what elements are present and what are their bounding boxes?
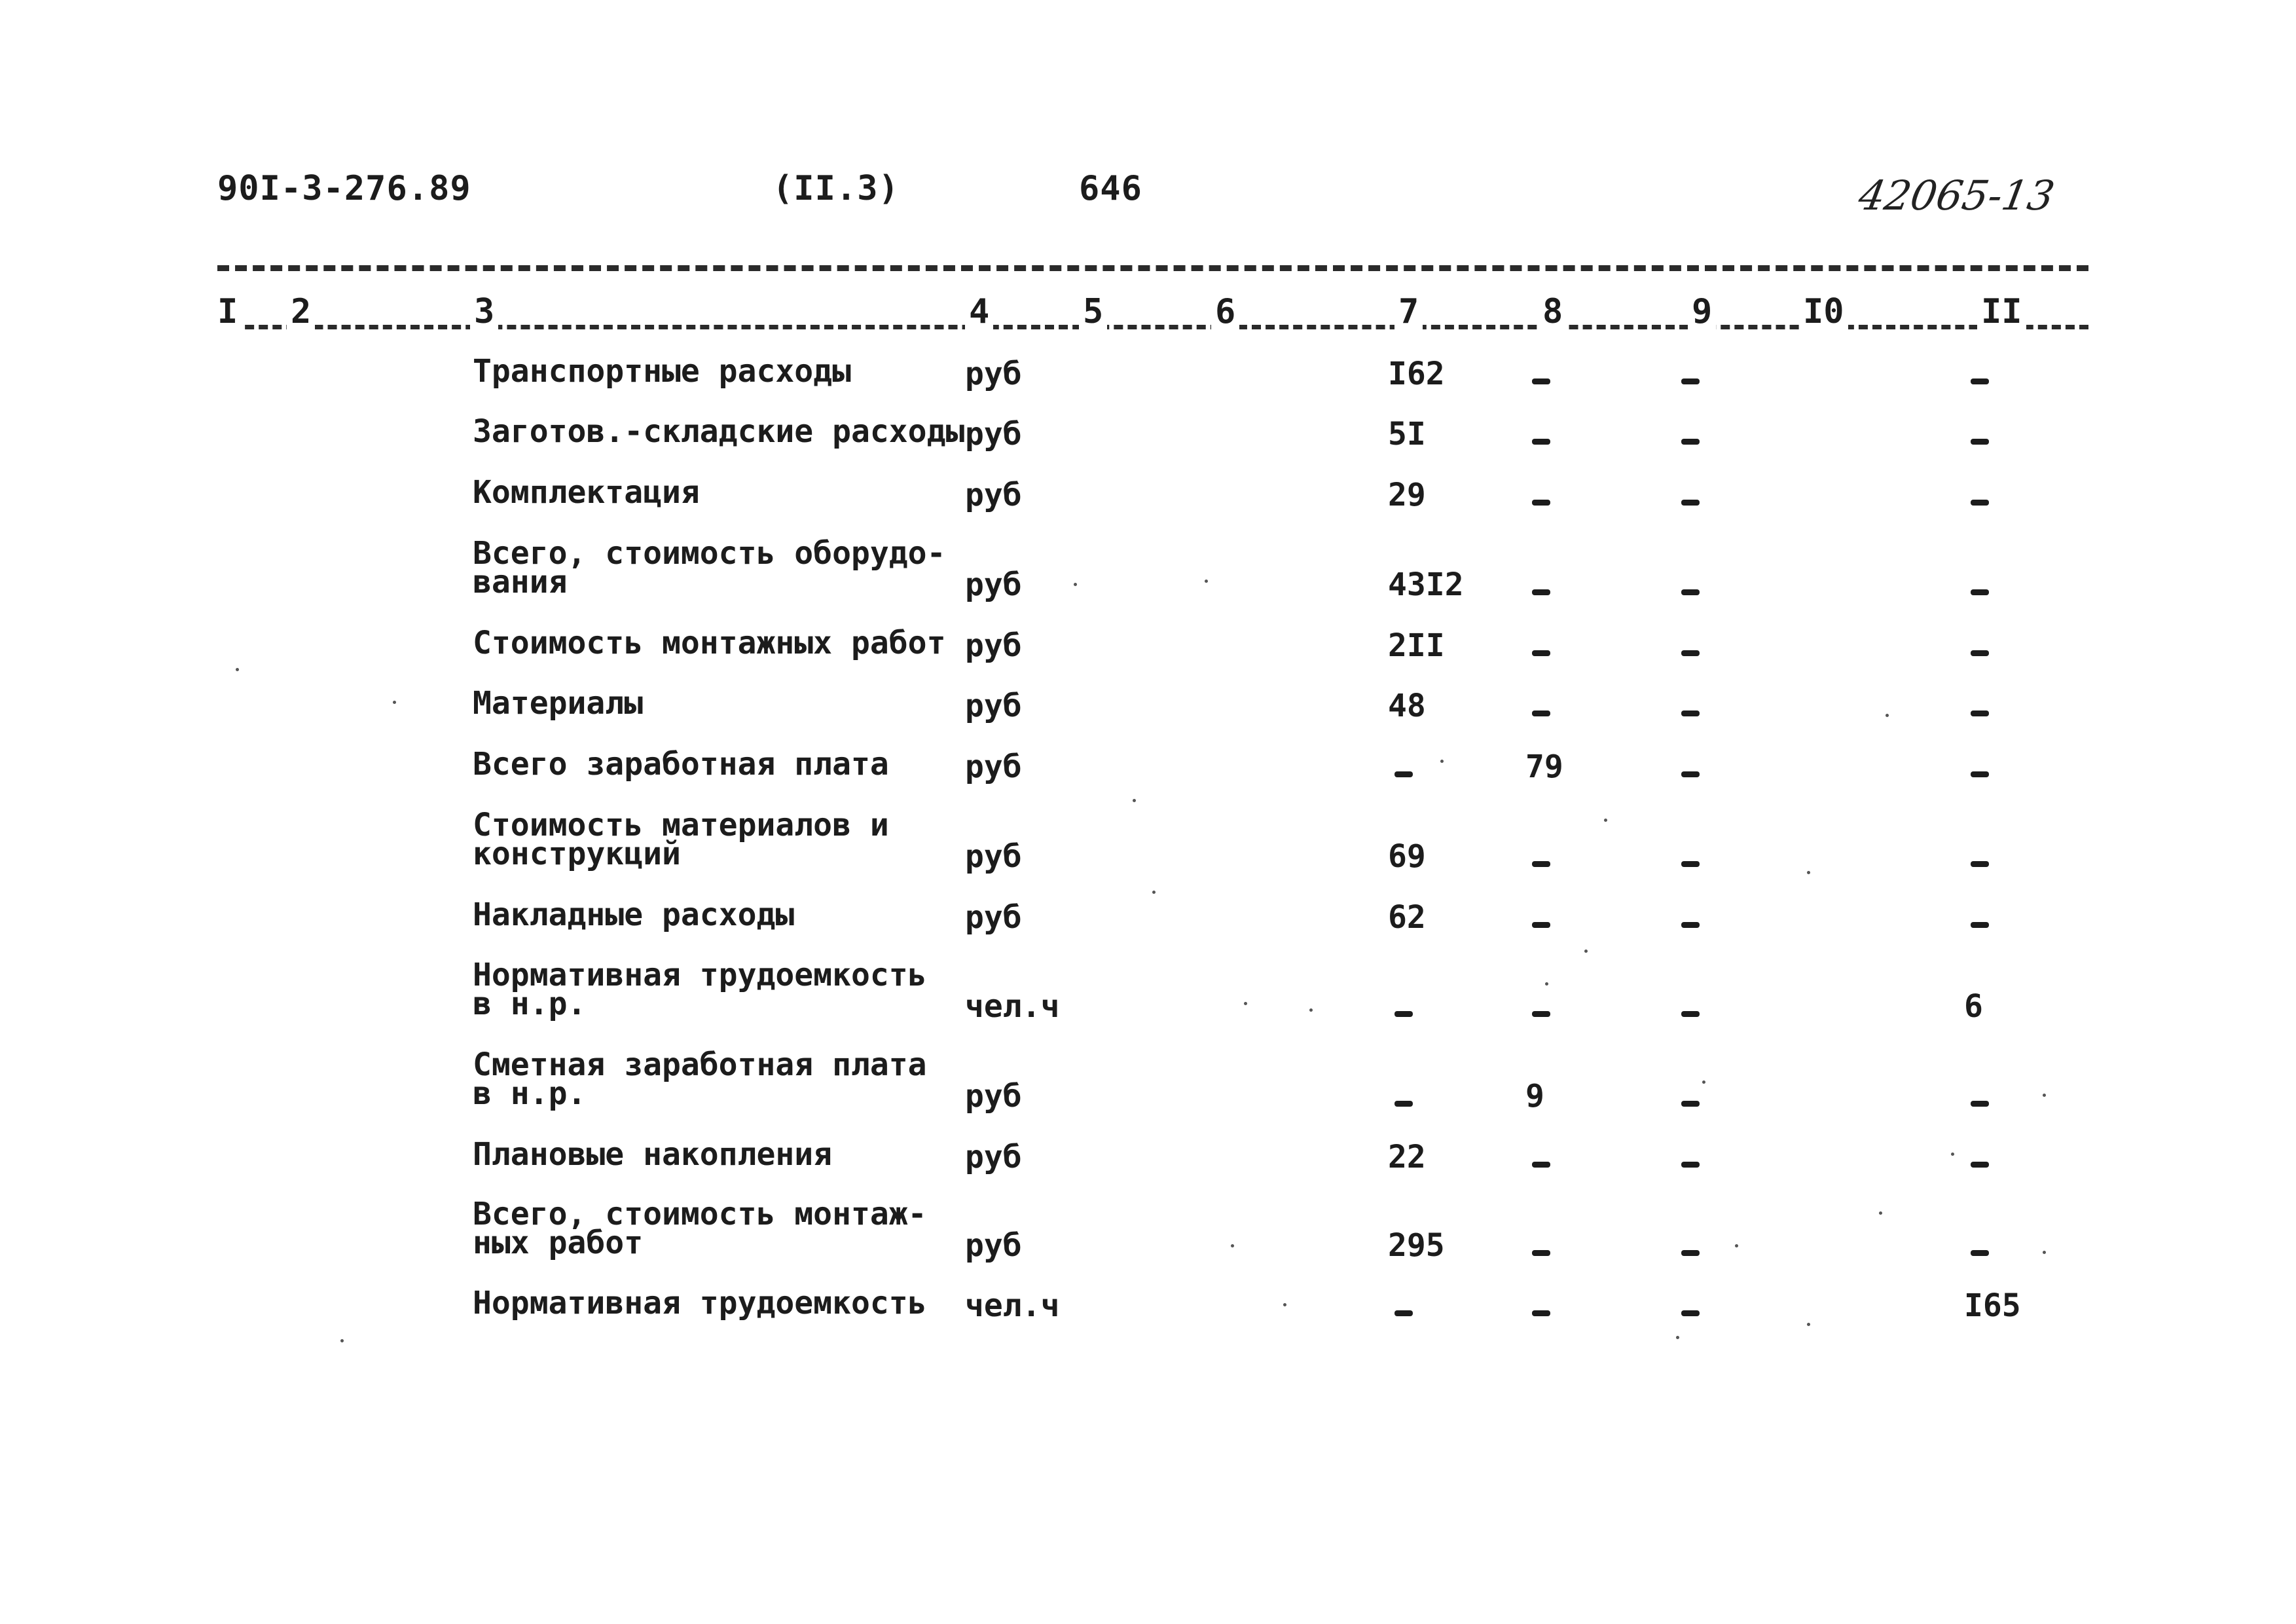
- dash-mark: [1532, 439, 1550, 445]
- row-label-line: Комплектация: [473, 474, 700, 511]
- row-label: [473, 1285, 927, 1321]
- row-label: [473, 535, 946, 600]
- dash-mark: [1394, 1011, 1413, 1017]
- scan-speck: [1951, 1153, 1954, 1156]
- col8-cell: [1532, 361, 1550, 397]
- dash-mark: [1681, 378, 1700, 384]
- col8-cell: [1532, 904, 1550, 941]
- column-number-3: 3: [470, 292, 498, 331]
- dash-mark: [1681, 500, 1700, 506]
- row-label-line: вания: [473, 564, 568, 600]
- row-label-line: Нормативная трудоемкость: [473, 1285, 927, 1321]
- row-label-line: Стоимость монтажных работ: [473, 625, 946, 661]
- row-label-line: Стоимость материалов и: [473, 807, 889, 843]
- column-number-9: 9: [1688, 292, 1716, 331]
- col8-cell: [1532, 572, 1550, 608]
- col9-cell: [1681, 1232, 1700, 1269]
- unit-cell: руб: [965, 416, 1022, 452]
- scan-speck: [1309, 1008, 1313, 1012]
- archive-number-handwritten: 42065-13: [1855, 172, 2058, 219]
- dash-mark: [1532, 1310, 1550, 1316]
- dash-mark: [1532, 589, 1550, 595]
- column-number-5: 5: [1079, 292, 1107, 331]
- col8-cell: [1532, 1232, 1550, 1269]
- dash-mark: [1681, 1011, 1700, 1017]
- dash-mark: [1532, 1162, 1550, 1168]
- unit-cell: руб: [965, 627, 1022, 664]
- dash-mark: [1532, 500, 1550, 506]
- col9-cell: [1681, 633, 1700, 669]
- col7-cell: 295: [1388, 1227, 1445, 1264]
- dash-mark: [1681, 922, 1700, 928]
- col11-cell: [1971, 482, 1989, 519]
- row-label: [473, 353, 851, 390]
- row-label: [473, 1136, 833, 1173]
- col11-cell: [1971, 1083, 1989, 1120]
- scan-speck: [1244, 1002, 1247, 1005]
- col7-cell: 62: [1388, 899, 1426, 936]
- col9-cell: [1681, 904, 1700, 941]
- dash-mark: [1971, 1162, 1989, 1168]
- dash-mark: [1681, 710, 1700, 716]
- dash-mark: [1971, 771, 1989, 777]
- row-label-line: в н.р.: [473, 986, 587, 1022]
- col8-cell: [1532, 421, 1550, 458]
- unit-cell: руб: [965, 477, 1022, 513]
- unit-cell: руб: [965, 566, 1022, 603]
- row-label-line: Заготов.-складские расходы: [473, 413, 965, 450]
- row-label: [473, 746, 889, 783]
- row-label-line: Всего, стоимость оборудо-: [473, 535, 946, 572]
- unit-cell: чел.ч: [965, 1287, 1060, 1324]
- unit-cell: руб: [965, 899, 1022, 936]
- row-label-line: конструкций: [473, 836, 681, 872]
- dash-mark: [1971, 1250, 1989, 1256]
- dash-mark: [1681, 1310, 1700, 1316]
- col11-cell: [1971, 843, 1989, 880]
- row-label-line: Всего заработная плата: [473, 746, 889, 783]
- col8-cell: 9: [1525, 1078, 1544, 1115]
- row-label-line: Плановые накопления: [473, 1136, 833, 1173]
- row-label: [473, 685, 644, 722]
- col11-cell: [1971, 633, 1989, 669]
- unit-cell: руб: [965, 1227, 1022, 1264]
- column-number-10: I0: [1799, 292, 1848, 331]
- col9-cell: [1681, 693, 1700, 729]
- col9-cell: [1681, 361, 1700, 397]
- col8-cell: [1532, 633, 1550, 669]
- dash-mark: [1971, 922, 1989, 928]
- col9-cell: [1681, 843, 1700, 880]
- scan-speck: [236, 668, 239, 671]
- row-label: [473, 413, 965, 450]
- row-label-line: ных работ: [473, 1225, 644, 1261]
- unit-cell: руб: [965, 1078, 1022, 1115]
- dash-mark: [1971, 378, 1989, 384]
- scan-speck: [1545, 982, 1548, 986]
- col8-cell: 79: [1525, 748, 1563, 785]
- dash-mark: [1971, 861, 1989, 867]
- scan-speck: [1735, 1244, 1738, 1247]
- dash-mark: [1394, 1101, 1413, 1107]
- scan-speck: [1133, 799, 1136, 802]
- dash-mark: [1532, 1011, 1550, 1017]
- dash-mark: [1681, 1250, 1700, 1256]
- dash-mark: [1681, 1101, 1700, 1107]
- col11-cell: [1971, 754, 1989, 790]
- unit-cell: руб: [965, 1139, 1022, 1175]
- row-label-line: Накладные расходы: [473, 896, 795, 933]
- col7-cell: 69: [1388, 838, 1426, 875]
- col11-cell: 6: [1964, 988, 1983, 1025]
- row-label: [473, 1196, 927, 1261]
- column-number-11: II: [1977, 292, 2026, 331]
- row-label: [473, 957, 927, 1022]
- scan-speck: [1702, 1080, 1705, 1084]
- col7-cell: 2II: [1388, 627, 1445, 664]
- dash-mark: [1681, 1162, 1700, 1168]
- column-number-8: 8: [1539, 292, 1567, 331]
- scan-speck: [340, 1339, 344, 1342]
- col8-cell: [1532, 843, 1550, 880]
- row-label-line: Материалы: [473, 685, 644, 722]
- col7-cell: 5I: [1388, 416, 1426, 452]
- col11-cell: [1971, 572, 1989, 608]
- dash-mark: [1532, 922, 1550, 928]
- unit-cell: руб: [965, 356, 1022, 392]
- scan-speck: [1152, 891, 1156, 894]
- dash-mark: [1394, 771, 1413, 777]
- dash-mark: [1971, 1101, 1989, 1107]
- row-label-line: Сметная заработная плата: [473, 1046, 927, 1083]
- scan-speck: [1807, 1323, 1810, 1326]
- header-divider: [217, 265, 2088, 271]
- column-number-1: I: [213, 292, 242, 331]
- dash-mark: [1681, 439, 1700, 445]
- col7-cell: I62: [1388, 356, 1445, 392]
- col8-cell: [1532, 1144, 1550, 1181]
- row-label-line: в н.р.: [473, 1075, 587, 1112]
- row-label-line: Нормативная трудоемкость: [473, 957, 927, 993]
- section-number: (II.3): [773, 169, 900, 208]
- dash-mark: [1532, 650, 1550, 656]
- col7-cell: 22: [1388, 1139, 1426, 1175]
- dash-mark: [1971, 439, 1989, 445]
- dash-mark: [1532, 710, 1550, 716]
- column-number-6: 6: [1211, 292, 1239, 331]
- col11-cell: I65: [1964, 1287, 2021, 1324]
- scan-speck: [1231, 1244, 1234, 1247]
- dash-mark: [1681, 589, 1700, 595]
- row-label-line: Всего, стоимость монтаж-: [473, 1196, 927, 1232]
- unit-cell: руб: [965, 688, 1022, 724]
- col9-cell: [1681, 1293, 1700, 1329]
- scan-speck: [393, 701, 396, 704]
- col9-cell: [1681, 572, 1700, 608]
- col8-cell: [1532, 482, 1550, 519]
- col11-cell: [1971, 361, 1989, 397]
- column-number-4: 4: [965, 292, 993, 331]
- col11-cell: [1971, 1232, 1989, 1269]
- scan-speck: [1074, 583, 1077, 586]
- row-label: [473, 625, 946, 661]
- scan-speck: [1676, 1336, 1679, 1339]
- dash-mark: [1532, 1250, 1550, 1256]
- col7-cell: 29: [1388, 477, 1426, 513]
- scan-speck: [1283, 1303, 1286, 1306]
- col11-cell: [1971, 904, 1989, 941]
- col7-cell: [1394, 754, 1413, 790]
- dash-mark: [1971, 500, 1989, 506]
- dash-mark: [1681, 771, 1700, 777]
- col7-cell: 48: [1388, 688, 1426, 724]
- page-number: 646: [1079, 169, 1142, 208]
- unit-cell: руб: [965, 838, 1022, 875]
- dash-mark: [1681, 650, 1700, 656]
- row-label: [473, 807, 889, 872]
- col8-cell: [1532, 693, 1550, 729]
- scan-speck: [1879, 1211, 1882, 1215]
- scan-speck: [1440, 760, 1444, 763]
- col11-cell: [1971, 693, 1989, 729]
- col9-cell: [1681, 482, 1700, 519]
- col8-cell: [1532, 993, 1550, 1030]
- column-number-7: 7: [1394, 292, 1423, 331]
- dash-mark: [1394, 1310, 1413, 1316]
- scan-speck: [1886, 714, 1889, 717]
- scan-speck: [1604, 819, 1607, 822]
- dash-mark: [1532, 861, 1550, 867]
- scan-speck: [2043, 1094, 2046, 1097]
- dash-mark: [1971, 650, 1989, 656]
- scan-speck: [1807, 871, 1810, 874]
- dash-mark: [1971, 589, 1989, 595]
- col7-cell: 43I2: [1388, 566, 1464, 603]
- doc-code: 90I-3-276.89: [217, 169, 471, 208]
- dash-mark: [1681, 861, 1700, 867]
- col11-cell: [1971, 421, 1989, 458]
- row-label: [473, 1046, 927, 1112]
- col7-cell: [1394, 993, 1413, 1030]
- dash-mark: [1532, 378, 1550, 384]
- col9-cell: [1681, 1083, 1700, 1120]
- column-number-2: 2: [287, 292, 315, 331]
- unit-cell: руб: [965, 748, 1022, 785]
- col9-cell: [1681, 1144, 1700, 1181]
- unit-cell: чел.ч: [965, 988, 1060, 1025]
- scan-speck: [1584, 950, 1588, 953]
- scan-speck: [1205, 580, 1208, 583]
- col7-cell: [1394, 1083, 1413, 1120]
- scan-speck: [2043, 1251, 2046, 1254]
- dash-mark: [1971, 710, 1989, 716]
- row-label: [473, 474, 700, 511]
- col9-cell: [1681, 754, 1700, 790]
- row-label-line: Транспортные расходы: [473, 353, 851, 390]
- col11-cell: [1971, 1144, 1989, 1181]
- col9-cell: [1681, 421, 1700, 458]
- col9-cell: [1681, 993, 1700, 1030]
- row-label: [473, 896, 795, 933]
- col8-cell: [1532, 1293, 1550, 1329]
- col7-cell: [1394, 1293, 1413, 1329]
